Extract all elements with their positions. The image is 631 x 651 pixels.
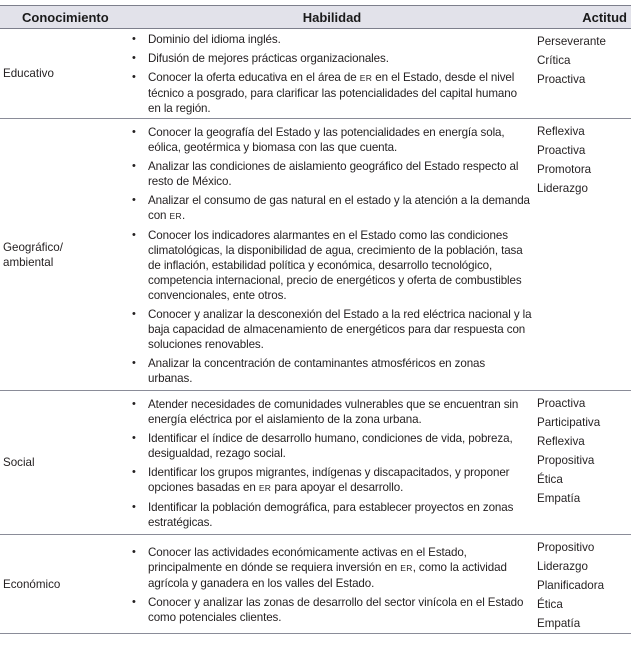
knowledge-cell: Educativo xyxy=(0,29,132,119)
bullet-icon: • xyxy=(132,33,136,45)
bullet-icon: • xyxy=(132,307,136,320)
table-body xyxy=(0,29,631,634)
bullet-icon: • xyxy=(132,465,136,478)
list-item: • Atender necesidades de comunidades vulnerables que se encuentran sin energía eléctrica por el aislamiento de la zona urbana. xyxy=(132,397,519,426)
attitude-label: Promotora xyxy=(537,163,592,176)
bullet-icon: • xyxy=(132,159,136,172)
skills-cell xyxy=(132,119,532,391)
attitudes-cell xyxy=(532,119,631,391)
skills-list xyxy=(132,125,532,386)
list-item: • Analizar el consumo de gas natural en el estado y la atención a la demanda con ER. xyxy=(132,193,530,222)
list-item: • Identificar el índice de desarrollo humano, condiciones de vida, pobreza, desigualdad, rezago social. xyxy=(132,431,513,460)
bullet-icon: • xyxy=(132,500,136,513)
list-item: • Analizar las condiciones de aislamiento geográfico del Estado respecto al resto de México. xyxy=(132,159,519,188)
list-item: • Conocer y analizar la desconexión del Estado a la red eléctrica nacional y la baja capacidad de almacenamiento de energéticos para dar respuesta con soluciones renovables. xyxy=(132,307,532,351)
attitude-label: Planificadora xyxy=(537,579,605,592)
table-row-economico xyxy=(0,535,631,634)
list-item: • Conocer las actividades económicamente activas en el Estado, principalmente en dónde se requiera inversión en ER, como la actividad agrícola y ganadera en los valles del Estado. xyxy=(132,545,507,590)
attitude-label: Ética xyxy=(537,473,563,486)
attitude-label: Liderazgo xyxy=(537,560,588,573)
skills-list xyxy=(132,397,532,530)
list-item: • Identificar la población demográfica, para establecer proyectos en zonas estratégicas. xyxy=(132,500,514,529)
list-item: • Conocer y analizar las zonas de desarrollo del sector vinícola en el Estado como potenciales clientes. xyxy=(132,595,524,624)
bullet-icon: • xyxy=(132,431,136,444)
attitudes-cell xyxy=(532,391,631,535)
attitudes-cell xyxy=(532,535,631,634)
list-item: • Analizar la concentración de contaminantes atmosféricos en zonas urbanas. xyxy=(132,356,486,385)
bullet-icon: • xyxy=(132,52,136,64)
attitude-label: Perseverante xyxy=(537,35,606,48)
knowledge-cell: Geográfico/ ambiental xyxy=(0,119,132,391)
bullet-icon: • xyxy=(132,125,136,138)
table-row-educativo xyxy=(0,29,631,119)
attitude-label: Empatía xyxy=(537,492,581,505)
attitude-label: Reflexiva xyxy=(537,125,585,138)
list-item: • Conocer la geografía del Estado y las potencialidades en energía sola, eólica, geotérmica y biomasa con las que cuenta. xyxy=(132,125,505,154)
list-item: • Dominio del idioma inglés. xyxy=(132,33,281,46)
attitude-label: Proactiva xyxy=(537,73,586,86)
list-item: • Identificar los grupos migrantes, indígenas y discapacitados, y proponer opciones basadas en ER para apoyar el desarrollo. xyxy=(132,465,510,494)
knowledge-cell: Económico xyxy=(0,535,132,634)
header-actitud: Actitud xyxy=(532,6,631,29)
skills-cell xyxy=(132,535,532,634)
knowledge-cell: Social xyxy=(0,391,132,535)
bullet-icon: • xyxy=(132,356,136,369)
attitude-label: Proactiva xyxy=(537,397,586,410)
list-item: • Conocer la oferta educativa en el área de ER en el Estado, desde el nivel técnico a posgrado, para clarificar las potencialidades del capital humano en la región. xyxy=(132,71,517,115)
bullet-icon: • xyxy=(132,397,136,410)
attitude-label: Liderazgo xyxy=(537,182,588,195)
attitude-label: Reflexiva xyxy=(537,435,585,448)
attitudes-cell xyxy=(532,29,631,119)
skills-cell xyxy=(132,29,532,119)
skills-cell xyxy=(132,391,532,535)
list-item: • Conocer los indicadores alarmantes en el Estado como las condiciones climatológicas, la disponibilidad de agua, crecimiento de la población, tasa de inflación, estabilidad política y económica, desarrollo tecnológico, competencia internacional, precio de energéticos y oferta de combustibles convencionales, ente otros. xyxy=(132,228,523,302)
attitude-label: Propositiva xyxy=(537,454,595,467)
header-conocimiento: Conocimiento xyxy=(0,6,132,29)
bullet-icon: • xyxy=(132,71,136,83)
attitude-label: Participativa xyxy=(537,416,601,429)
attitude-label: Empatía xyxy=(537,617,581,630)
header-habilidad: Habilidad xyxy=(132,6,532,29)
skills-list xyxy=(132,545,532,625)
skills-list xyxy=(132,32,532,116)
competencies-table xyxy=(0,5,631,634)
bullet-icon: • xyxy=(132,545,136,558)
table-row-social xyxy=(0,391,631,535)
attitude-label: Proactiva xyxy=(537,144,586,157)
header-row xyxy=(0,6,631,29)
list-item: • Difusión de mejores prácticas organizacionales. xyxy=(132,52,389,65)
bullet-icon: • xyxy=(132,595,136,608)
table-row-geografico xyxy=(0,119,631,391)
bullet-icon: • xyxy=(132,193,136,206)
attitude-label: Crítica xyxy=(537,54,571,67)
attitude-label: Propositivo xyxy=(537,541,595,554)
attitude-label: Ética xyxy=(537,598,563,611)
bullet-icon: • xyxy=(132,228,136,241)
